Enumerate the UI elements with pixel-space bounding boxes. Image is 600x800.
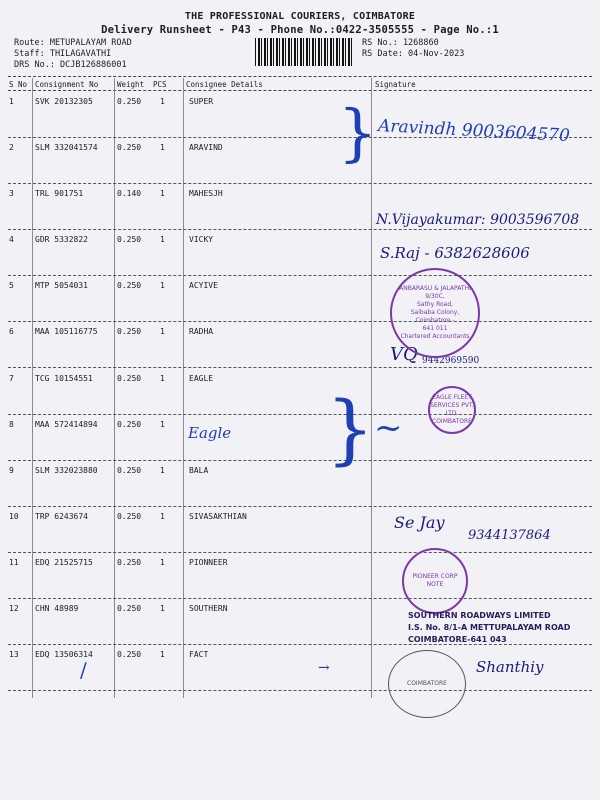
- table-row: [0, 143, 600, 189]
- row-consignee: ARAVIND: [189, 143, 223, 152]
- stamp-text-line: EAGLE FLEET: [432, 394, 472, 401]
- table-row: [0, 558, 600, 604]
- stamp-text-line: COIMBATORE-641 043: [408, 635, 507, 644]
- row-pcs: 1: [160, 327, 165, 336]
- row-weight: 0.250: [117, 466, 142, 475]
- stamp-text-line: I.S. No. 8/1-A METTUPALAYAM ROAD: [408, 623, 571, 632]
- handwritten-signature: Shanthiy: [476, 658, 544, 676]
- row-sno: 1: [9, 97, 14, 106]
- header-bottom-rule: [8, 90, 592, 91]
- row-consignee: VICKY: [189, 235, 214, 244]
- row-separator: [8, 598, 592, 599]
- row-pcs: 1: [160, 466, 165, 475]
- row-separator: [8, 229, 592, 230]
- row-consignment-no: SLM 332041574: [35, 143, 98, 152]
- row-pcs: 1: [160, 143, 165, 152]
- stamp-text-line: Chartered Accountants: [400, 333, 470, 340]
- row-consignment-no: SVK 20132305: [35, 97, 93, 106]
- row-weight: 0.250: [117, 97, 142, 106]
- row-consignee: MAHESJH: [189, 189, 223, 198]
- row-separator: [8, 460, 592, 461]
- pioneer-stamp: [402, 548, 468, 614]
- table-row: [0, 374, 600, 420]
- row-sno: 12: [9, 604, 19, 613]
- col-header-sno: S No: [9, 80, 28, 89]
- row-consignment-no: MAA 572414894: [35, 420, 98, 429]
- row-pcs: 1: [160, 281, 165, 290]
- col-header-consignment: Consignment No: [35, 80, 99, 89]
- row-consignee: SOUTHERN: [189, 604, 228, 613]
- row-pcs: 1: [160, 420, 165, 429]
- handwritten-phone: 9442969590: [422, 356, 480, 366]
- row-pcs: 1: [160, 512, 165, 521]
- handwritten-signature: Aravindh 9003604570: [377, 115, 571, 147]
- row-weight: 0.250: [117, 235, 142, 244]
- col-header-pcs: PCS: [153, 80, 167, 89]
- handwritten-phone: 9344137864: [468, 528, 551, 543]
- row-consignee: BALA: [189, 466, 209, 475]
- stamp-text-line: Coimbatore -: [415, 317, 455, 324]
- row-separator: [8, 367, 592, 368]
- row-weight: 0.250: [117, 604, 142, 613]
- row-separator: [8, 552, 592, 553]
- stamp-text-line: PIONEER CORP: [412, 573, 458, 580]
- row-separator: [8, 690, 592, 691]
- handwritten-brace: }: [338, 96, 378, 169]
- stamp-text-line: COIMBATORE: [407, 680, 447, 687]
- row-consignment-no: MAA 105116775: [35, 327, 98, 336]
- runsheet-title: Delivery Runsheet - P43 - Phone No.:0422-3505555 - Page No.:1: [101, 24, 499, 36]
- row-consignment-no: GDR 5332822: [35, 235, 88, 244]
- row-consignee: SIVASAKTHIAN: [189, 512, 247, 521]
- row-sno: 8: [9, 420, 14, 429]
- row-weight: 0.250: [117, 558, 142, 567]
- row-sno: 7: [9, 374, 14, 383]
- row-weight: 0.250: [117, 327, 142, 336]
- row-separator: [8, 275, 592, 276]
- stamp-text-line: Sathy Road,: [416, 301, 454, 308]
- row-sno: 5: [9, 281, 14, 290]
- stamp-text-line: 641 011: [422, 325, 448, 332]
- row-separator: [8, 414, 592, 415]
- row-weight: 0.140: [117, 189, 142, 198]
- row-sno: 6: [9, 327, 14, 336]
- row-consignee: SUPER: [189, 97, 214, 106]
- row-weight: 0.250: [117, 512, 142, 521]
- table-row: [0, 466, 600, 512]
- row-pcs: 1: [160, 374, 165, 383]
- row-consignee: RADHA: [189, 327, 214, 336]
- row-consignee: FACT: [189, 650, 209, 659]
- handwritten-signature: S.Raj - 6382628606: [380, 244, 530, 262]
- row-consignment-no: EDQ 21525715: [35, 558, 93, 567]
- rs-date: RS Date: 04-Nov-2023: [362, 49, 465, 59]
- row-sno: 3: [9, 189, 14, 198]
- row-weight: 0.250: [117, 143, 142, 152]
- header-top-rule: [8, 76, 592, 77]
- handwritten-squiggle: ~: [374, 408, 403, 448]
- company-title: THE PROFESSIONAL COURIERS, COIMBATORE: [184, 11, 416, 22]
- table-row: [0, 420, 600, 466]
- staff-text: Staff: THILAGAVATHI: [14, 49, 112, 59]
- row-pcs: 1: [160, 189, 165, 198]
- row-sno: 2: [9, 143, 14, 152]
- row-sno: 4: [9, 235, 14, 244]
- row-pcs: 1: [160, 97, 165, 106]
- row-pcs: 1: [160, 558, 165, 567]
- handwritten-initials: VQ: [390, 344, 418, 365]
- drs-number: DRS No.: DCJB126886001: [14, 60, 127, 70]
- row-consignment-no: TRP 6243674: [35, 512, 88, 521]
- row-sno: 13: [9, 650, 19, 659]
- stamp-text-line: SOUTHERN ROADWAYS LIMITED: [408, 611, 551, 620]
- row-weight: 0.250: [117, 374, 142, 383]
- arrow-mark: →: [318, 660, 330, 676]
- row-weight: 0.250: [117, 420, 142, 429]
- row-separator: [8, 321, 592, 322]
- rs-number: RS No.: 1268860: [362, 38, 439, 48]
- eagle-stamp: [428, 386, 476, 434]
- row-consignment-no: TCG 10154551: [35, 374, 93, 383]
- stamp-text-line: 9/30C,: [425, 293, 445, 300]
- stamp-text-line: NOTE: [426, 581, 444, 588]
- row-consignee: ACYIVE: [189, 281, 218, 290]
- southern-stamp: [408, 610, 570, 646]
- row-separator: [8, 506, 592, 507]
- row-separator: [8, 183, 592, 184]
- row-sno: 11: [9, 558, 19, 567]
- stamp-text-line: ANBARASU & JALAPATHI: [399, 285, 471, 292]
- handwritten-signature: N.Vijayakumar: 9003596708: [376, 212, 580, 228]
- handwritten-name: Eagle: [188, 424, 232, 442]
- fact-stamp: [388, 650, 466, 718]
- row-weight: 0.250: [117, 650, 142, 659]
- row-pcs: 1: [160, 604, 165, 613]
- table-row: [0, 327, 600, 373]
- stamp-text-line: Saibaba Colony,: [410, 309, 460, 316]
- row-pcs: 1: [160, 235, 165, 244]
- row-consignee: PIONNEER: [189, 558, 228, 567]
- table-row: [0, 281, 600, 327]
- col-header-signature: Signature: [375, 80, 416, 89]
- stamp-text-line: SERVICES PVT. LTD.: [430, 402, 474, 417]
- handwritten-check: ∕: [80, 658, 87, 682]
- row-pcs: 1: [160, 650, 165, 659]
- col-header-weight: Weight: [117, 80, 145, 89]
- col-header-consignee: Consignee Details: [186, 80, 263, 89]
- row-consignment-no: MTP 5054031: [35, 281, 88, 290]
- row-sno: 9: [9, 466, 14, 475]
- barcode: [255, 38, 353, 66]
- handwritten-brace: }: [326, 384, 375, 473]
- row-consignment-no: EDQ 13506314: [35, 650, 93, 659]
- handwritten-initials: Se Jay: [394, 513, 445, 532]
- row-consignment-no: TRL 901751: [35, 189, 84, 198]
- row-sno: 10: [9, 512, 19, 521]
- row-consignee: EAGLE: [189, 374, 214, 383]
- row-consignment-no: SLM 332023880: [35, 466, 98, 475]
- row-consignment-no: CHN 48989: [35, 604, 79, 613]
- route-text: Route: METUPALAYAM ROAD: [14, 38, 132, 48]
- accountants-stamp: [390, 268, 480, 358]
- row-weight: 0.250: [117, 281, 142, 290]
- stamp-text-line: COIMBATORE: [432, 418, 472, 425]
